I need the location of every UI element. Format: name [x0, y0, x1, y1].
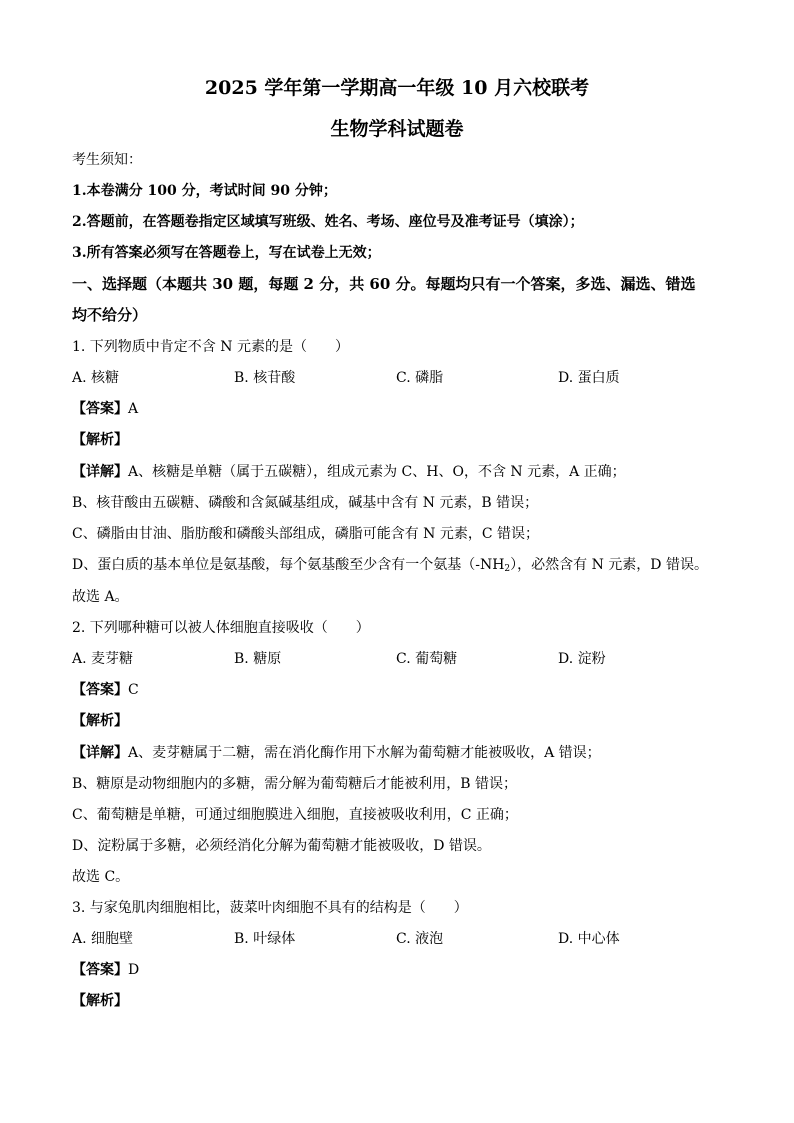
question-2-detail-a [72, 743, 601, 763]
notice-item-1: 1.本卷满分 100 分，考试时间 90 分钟； [72, 183, 337, 199]
question-1-conclusion: 故选 A。 [72, 589, 129, 605]
question-1-stem: 1. 下列物质中肯定不含 N 元素的是（ ） [72, 339, 349, 355]
question-3-option-b: B. 叶绿体 [234, 931, 296, 947]
question-1-detail-d [72, 555, 708, 579]
answer-label: 【答案】 [72, 682, 128, 698]
detail-text: A、麦芽糖属于二糖，需在消化酶作用下水解为葡萄糖才能被吸收，A 错误； [128, 745, 601, 761]
question-2-option-d: D. 淀粉 [558, 651, 606, 667]
question-3-option-a: A. 细胞壁 [72, 931, 134, 947]
answer-label: 【答案】 [72, 962, 128, 978]
detail-label: 【详解】 [72, 745, 128, 761]
exam-title: 2025 学年第一学期高一年级 10 月六校联考 [204, 77, 590, 99]
question-1-detail-a [72, 462, 626, 482]
question-1-detail-b: B、核苷酸由五碳糖、磷酸和含氮碱基组成，碱基中含有 N 元素，B 错误； [72, 495, 539, 511]
detail-text: A、核糖是单糖（属于五碳糖），组成元素为 C、H、O，不含 N 元素，A 正确； [128, 464, 626, 480]
question-2-answer [72, 680, 139, 700]
question-1-option-a: A. 核糖 [72, 370, 120, 386]
question-3-analysis-label: 【解析】 [72, 993, 128, 1009]
answer-value: A [128, 401, 139, 417]
answer-label: 【答案】 [72, 401, 128, 417]
question-2-option-a: A. 麦芽糖 [72, 651, 134, 667]
question-2-option-c: C. 葡萄糖 [396, 651, 458, 667]
notice-item-2: 2.答题前，在答题卷指定区域填写班级、姓名、考场、座位号及准考证号（填涂）； [72, 214, 584, 230]
question-2-detail-b: B、糖原是动物细胞内的多糖，需分解为葡萄糖后才能被利用，B 错误； [72, 776, 518, 792]
question-2-detail-c: C、葡萄糖是单糖，可通过细胞膜进入细胞，直接被吸收利用，C 正确； [72, 807, 518, 823]
detail-d-pre: D、蛋白质的基本单位是氨基酸，每个氨基酸至少含有一个氨基（-NH [72, 557, 505, 573]
question-1-option-c: C. 磷脂 [396, 370, 444, 386]
question-1-detail-c: C、磷脂由甘油、脂肪酸和磷酸头部组成，磷脂可能含有 N 元素，C 错误； [72, 526, 540, 542]
question-1-option-d: D. 蛋白质 [558, 370, 620, 386]
question-2-detail-d: D、淀粉属于多糖，必须经消化分解为葡萄糖才能被吸收，D 错误。 [72, 838, 491, 854]
detail-d-subscript: 2 [504, 564, 511, 574]
question-3-option-d: D. 中心体 [558, 931, 620, 947]
question-2-analysis-label: 【解析】 [72, 713, 128, 729]
question-3-option-c: C. 液泡 [396, 931, 444, 947]
notice-heading: 考生须知： [72, 152, 142, 168]
section-heading-line1: 一、选择题（本题共 30 题，每题 2 分，共 60 分。每题均只有一个答案，多选、漏选、错选 [72, 275, 696, 293]
question-1-analysis-label: 【解析】 [72, 432, 128, 448]
question-2-option-b: B. 糖原 [234, 651, 282, 667]
question-2-conclusion: 故选 C。 [72, 869, 130, 885]
question-3-answer [72, 960, 139, 980]
section-heading-line2: 均不给分） [72, 306, 148, 324]
question-1-option-b: B. 核苷酸 [234, 370, 296, 386]
detail-d-post: ），必然含有 N 元素，D 错误。 [510, 557, 708, 573]
question-2-stem: 2. 下列哪种糖可以被人体细胞直接吸收（ ） [72, 620, 370, 636]
detail-label: 【详解】 [72, 464, 128, 480]
answer-value: D [128, 962, 140, 978]
notice-item-3: 3.所有答案必须写在答题卷上，写在试卷上无效； [72, 245, 381, 261]
question-1-answer [72, 399, 138, 419]
question-3-stem: 3. 与家兔肌肉细胞相比，菠菜叶肉细胞不具有的结构是（ ） [72, 900, 468, 916]
answer-value: C [128, 682, 139, 698]
exam-subtitle: 生物学科试题卷 [330, 118, 464, 140]
